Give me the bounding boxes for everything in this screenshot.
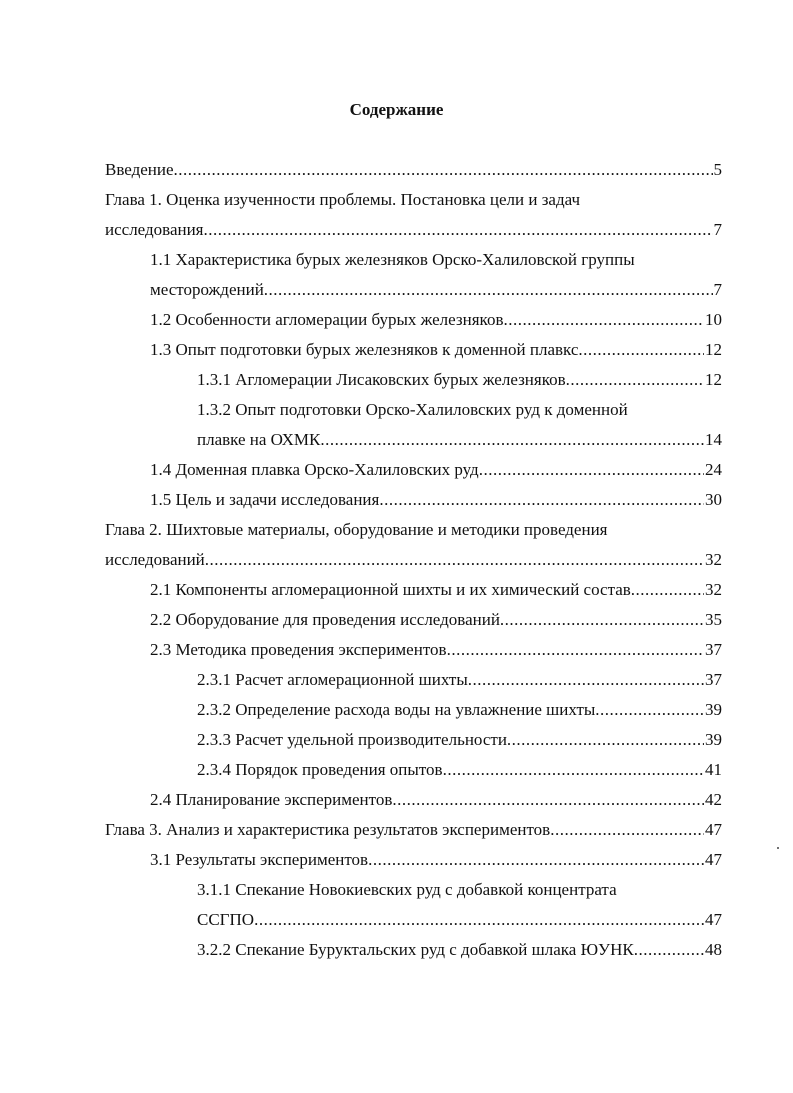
- toc-entry-2-3-4[interactable]: [197, 758, 722, 782]
- toc-page-number: 48: [705, 940, 722, 959]
- toc-page-number: 12: [705, 370, 722, 389]
- toc-entry-1-3[interactable]: [150, 338, 722, 362]
- toc-label: исследования: [105, 220, 204, 239]
- toc-entry-chapter-2-line-2[interactable]: [105, 548, 722, 572]
- toc-page-number: 5: [713, 160, 722, 179]
- toc-page-number: 24: [705, 460, 722, 479]
- toc-entry-1-3-2-line-2[interactable]: [197, 428, 722, 452]
- toc-entry-chapter-2-line-1[interactable]: [105, 518, 722, 542]
- toc-label: 1.3 Опыт подготовки бурых железняков к доменной плавкс: [150, 340, 579, 359]
- toc-label: исследований: [105, 550, 205, 569]
- toc-entry-2-4[interactable]: [150, 788, 722, 812]
- dot-leader: [392, 788, 704, 812]
- dot-leader: [500, 608, 704, 632]
- toc-label: 2.1 Компоненты агломерационной шихты и их химический состав: [150, 580, 631, 599]
- toc-label: 2.3.2 Определение расхода воды на увлажнение шихты: [197, 700, 596, 719]
- toc-entry-1-1-line-1[interactable]: [150, 248, 722, 272]
- dot-leader: [205, 548, 704, 572]
- dot-leader: [631, 578, 704, 602]
- toc-entry-3-1-1-line-2[interactable]: [197, 908, 722, 932]
- toc-page-number: 39: [705, 730, 722, 749]
- dot-leader: [204, 218, 713, 242]
- dot-leader: [264, 278, 713, 302]
- toc-label: 1.2 Особенности агломерации бурых железняков: [150, 310, 504, 329]
- toc-label: ССГПО: [197, 910, 255, 929]
- toc-page-number: 32: [705, 550, 722, 569]
- toc-entry-2-1[interactable]: [150, 578, 722, 602]
- toc-page-number: 37: [705, 640, 722, 659]
- toc-entry-introduction[interactable]: [105, 158, 722, 182]
- toc-page-number: 7: [713, 220, 722, 239]
- dot-leader: [447, 638, 704, 662]
- toc-entry-chapter-3[interactable]: [105, 818, 722, 842]
- toc-entry-1-3-2-line-1[interactable]: [197, 398, 722, 422]
- toc-label: 2.3.4 Порядок проведения опытов: [197, 760, 443, 779]
- dot-leader: [507, 728, 704, 752]
- toc-label: Глава 3. Анализ и характеристика результатов экспериментов: [105, 820, 551, 839]
- toc-label: 1.1 Характеристика бурых железняков Орско-Халиловской группы: [150, 250, 635, 269]
- toc-label: 2.3.3 Расчет удельной производительности: [197, 730, 507, 749]
- toc-label: плавке на ОХМК: [197, 430, 321, 449]
- dot-leader: [503, 308, 704, 332]
- toc-entry-chapter-1-line-2[interactable]: [105, 218, 722, 242]
- toc-page-number: 10: [705, 310, 722, 329]
- toc-label: 1.5 Цель и задачи исследования: [150, 490, 380, 509]
- dot-leader: [443, 758, 704, 782]
- document-title: Содержание: [349, 100, 444, 119]
- scan-artifact-dot: [777, 847, 779, 849]
- toc-label: 3.1.1 Спекание Новокиевских руд с добавкой концентрата: [197, 880, 617, 899]
- toc-page-number: 14: [705, 430, 722, 449]
- toc-page-number: 7: [713, 280, 722, 299]
- toc-entry-2-3-2[interactable]: [197, 698, 722, 722]
- toc-entry-2-3[interactable]: [150, 638, 722, 662]
- toc-label: 2.3 Методика проведения экспериментов: [150, 640, 447, 659]
- toc-label: 3.2.2 Спекание Буруктальских руд с добавкой шлака ЮУНК: [197, 940, 634, 959]
- toc-entry-3-2-2[interactable]: [197, 938, 722, 962]
- toc-label: 2.2 Оборудование для проведения исследований: [150, 610, 500, 629]
- toc-label: Глава 1. Оценка изученности проблемы. Постановка цели и задач: [105, 190, 581, 209]
- toc-page-number: 41: [705, 760, 722, 779]
- toc-entry-1-3-1[interactable]: [197, 368, 722, 392]
- toc-page-number: 39: [705, 700, 722, 719]
- dot-leader: [368, 848, 704, 872]
- dot-leader: [174, 158, 713, 182]
- dot-leader: [379, 488, 704, 512]
- toc-label: 2.3.1 Расчет агломерационной шихты: [197, 670, 468, 689]
- toc-page-number: 42: [705, 790, 722, 809]
- toc-label: 3.1 Результаты экспериментов: [150, 850, 369, 869]
- toc-page-number: 12: [705, 340, 722, 359]
- toc-entry-1-1-line-2[interactable]: [150, 278, 722, 302]
- toc-page-number: 47: [705, 910, 722, 929]
- toc-label: 1.3.2 Опыт подготовки Орско-Халиловских руд к доменной: [197, 400, 628, 419]
- toc-entry-1-5[interactable]: [150, 488, 722, 512]
- dot-leader: [634, 938, 704, 962]
- toc-page-number: 47: [705, 820, 722, 839]
- toc-entry-2-3-1[interactable]: [197, 668, 722, 692]
- toc-label: 1.4 Доменная плавка Орско-Халиловских руд: [150, 460, 479, 479]
- toc-page-number: 30: [705, 490, 722, 509]
- dot-leader: [578, 338, 704, 362]
- toc-entry-2-2[interactable]: [150, 608, 722, 632]
- toc-entry-3-1-1-line-1[interactable]: [197, 878, 722, 902]
- toc-label: 2.4 Планирование экспериментов: [150, 790, 393, 809]
- toc-page-number: 37: [705, 670, 722, 689]
- dot-leader: [320, 428, 704, 452]
- dot-leader: [254, 908, 704, 932]
- toc-label: Глава 2. Шихтовые материалы, оборудование и методики проведения: [105, 520, 608, 539]
- dot-leader: [479, 458, 704, 482]
- dot-leader: [550, 818, 704, 842]
- toc-entry-1-2[interactable]: [150, 308, 722, 332]
- toc-page-number: 32: [705, 580, 722, 599]
- toc-entry-2-3-3[interactable]: [197, 728, 722, 752]
- toc-entry-3-1[interactable]: [150, 848, 722, 872]
- toc-label: месторождений: [150, 280, 264, 299]
- dot-leader: [468, 668, 704, 692]
- toc-page-number: 35: [705, 610, 722, 629]
- toc-label: 1.3.1 Агломерации Лисаковских бурых железняков: [197, 370, 566, 389]
- dot-leader: [566, 368, 704, 392]
- dot-leader: [595, 698, 704, 722]
- toc-entry-chapter-1-line-1[interactable]: [105, 188, 722, 212]
- toc-entry-1-4[interactable]: [150, 458, 722, 482]
- toc-page-number: 47: [705, 850, 722, 869]
- toc-label: Введение: [105, 160, 174, 179]
